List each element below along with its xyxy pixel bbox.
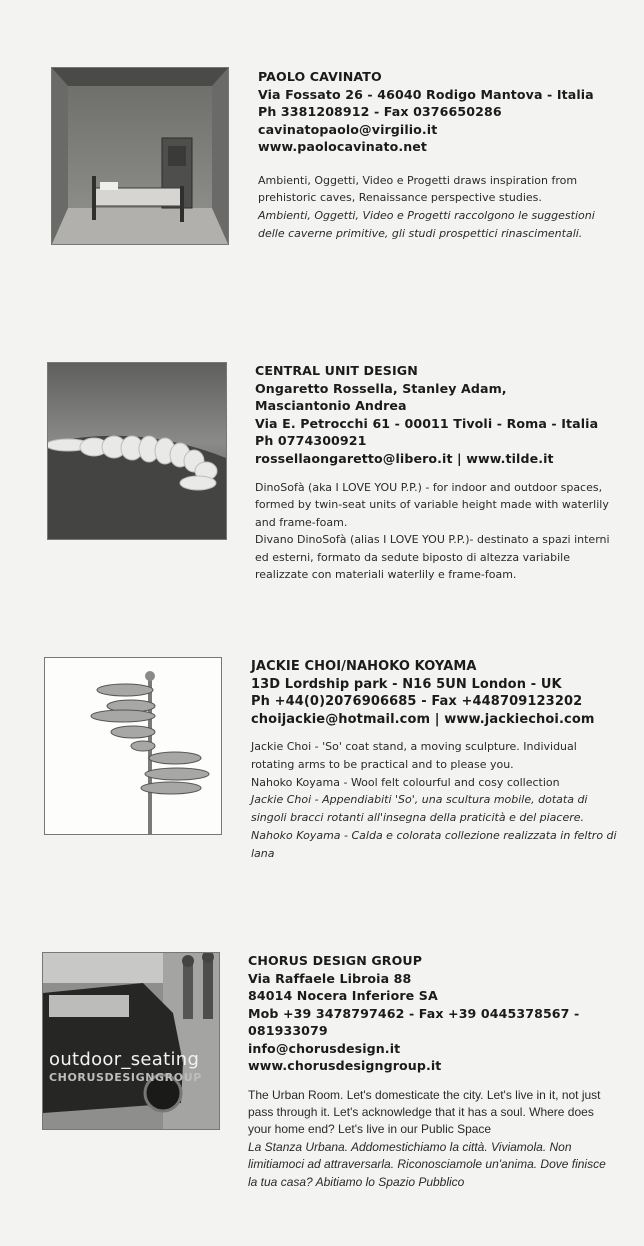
entry-phone: Ph 3381208912 - Fax 0376650286 — [258, 104, 502, 119]
entry-title: PAOLO CAVINATO — [258, 69, 382, 84]
entry-contact — [255, 362, 617, 467]
entry-designers: Ongaretto Rossella, Stanley Adam, — [255, 380, 507, 396]
entry-address: Via E. Petrocchi 61 - 00011 Tivoli - Roma - Italia — [255, 415, 599, 431]
entry-phone: Ph 0774300921 — [255, 433, 367, 448]
entry-street: Via Raffaele Libroia 88 — [248, 970, 412, 986]
entry-address: Via Fossato 26 - 46040 Rodigo Mantova - Italia — [258, 86, 594, 102]
entry-title: CHORUS DESIGN GROUP — [248, 953, 423, 968]
entry-description — [258, 172, 618, 243]
photo-brand-logo: CHORUSDESIGNGROUP — [49, 1071, 202, 1084]
description-en-1: Jackie Choi - 'So' coat stand, a moving sculpture. Individual rotating arms to be practical and to please you. — [251, 740, 577, 771]
entry-email[interactable]: info@chorusdesign.it — [248, 1040, 401, 1056]
entry-city: 84014 Nocera Inferiore SA — [248, 988, 438, 1003]
dinosofa-photo — [47, 362, 227, 540]
outdoor-seating-photo — [42, 952, 220, 1130]
description-it: Ambienti, Oggetti, Video e Progetti raccolgono le suggestioni delle caverne primitive, gli studi prospettici rinascimentali. — [258, 209, 595, 240]
entry-email-website[interactable]: rossellaongaretto@libero.it | www.tilde.it — [255, 450, 554, 466]
entry-contact — [248, 952, 618, 1075]
entry-phone: Ph +44(0)2076906685 - Fax +448709123202 — [251, 694, 583, 709]
room-with-bed-photo — [51, 67, 229, 245]
description-en: Ambienti, Oggetti, Video e Progetti draws inspiration from prehistoric caves, Renaissance perspective studies. — [258, 173, 578, 205]
entry-title: CENTRAL UNIT DESIGN — [255, 363, 418, 378]
entry-website[interactable]: www.chorusdesigngroup.it — [248, 1058, 442, 1073]
description-en-2: Nahoko Koyama - Wool felt colourful and cosy collection — [251, 775, 560, 789]
description-it: La Stanza Urbana. Addomestichiamo la città. Viviamola. Non limitiamoci ad attraversarla. Riconosciamole un'anima. Dove finisce la tua casa? Abitiamo lo Spazio Pubblico — [248, 1139, 606, 1189]
entry-phone: Mob +39 3478797462 - Fax +39 0445378567 - — [248, 1005, 580, 1021]
entry-address: 13D Lordship park - N16 5UN London - UK — [251, 676, 562, 692]
photo-title: outdoor_seating — [49, 1049, 200, 1070]
entry-description — [248, 1087, 618, 1191]
entry-email[interactable]: cavinatopaolo@virgilio.it — [258, 121, 438, 137]
entry-phone-cont: 081933079 — [248, 1023, 328, 1038]
description-it-2: Nahoko Koyama - Calda e colorata collezione realizzata in feltro di lana — [251, 828, 617, 860]
entry-description — [255, 479, 617, 583]
description-en: DinoSofà (aka I LOVE YOU P.P.) - for indoor and outdoor spaces, formed by twin-seat units of variable height made with waterlily and frame-foam. — [255, 481, 609, 529]
entry-email-website[interactable]: choijackie@hotmail.com | www.jackiechoi.com — [251, 711, 595, 727]
coat-stand-photo — [44, 657, 222, 835]
description-en: The Urban Room. Let's domesticate the city. Let's live in it, not just pass through it. Let's acknowledge that it has a soul. Where does your home end? Let's live in our Public Space — [248, 1087, 601, 1137]
entry-contact — [258, 68, 618, 156]
description-it-1: Jackie Choi - Appendiabiti 'So', una scultura mobile, dotata di singoli bracci rotanti all'insegna della praticità e del piacere. — [251, 793, 588, 825]
entry-website[interactable]: www.paolocavinato.net — [258, 139, 428, 154]
entry-designers-cont: Masciantonio Andrea — [255, 398, 407, 413]
entry-title: JACKIE CHOI/NAHOKO KOYAMA — [251, 659, 477, 674]
entry-description — [251, 738, 619, 863]
description-it: Divano DinoSofà (alias I LOVE YOU P.P.)- destinato a spazi interni ed esterni, formato da sedute biposto di altezza variabile realizzate con materiali waterlily e frame-foam. — [255, 533, 610, 582]
entry-contact — [251, 658, 619, 728]
